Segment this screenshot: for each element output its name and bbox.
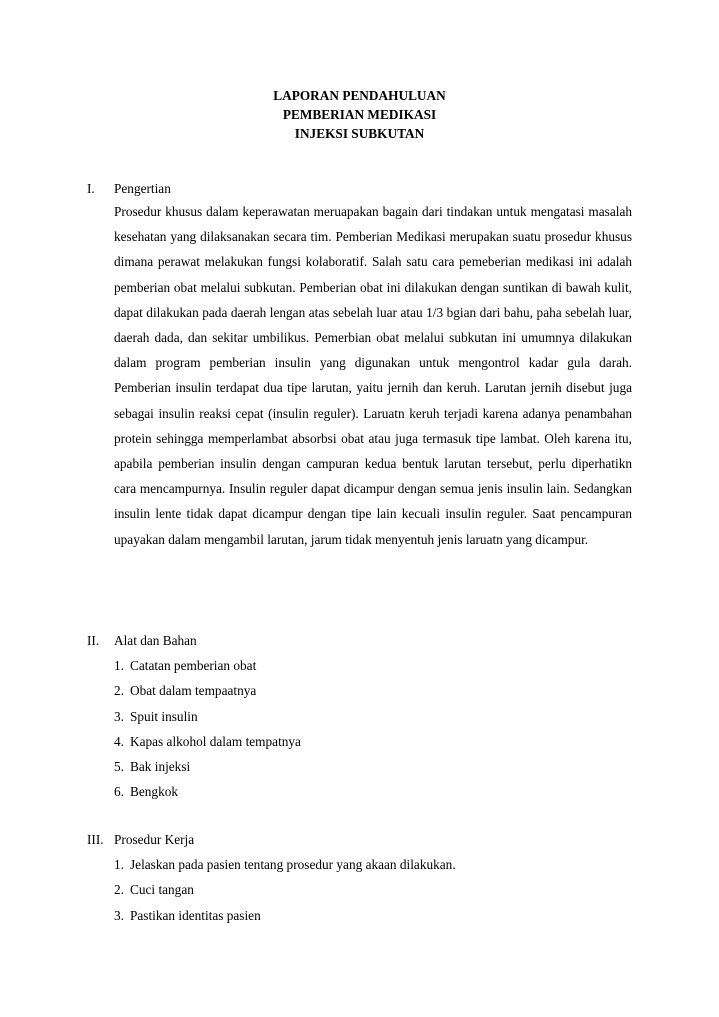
title-line-2: PEMBERIAN MEDIKASI — [282, 107, 437, 122]
section-title: Prosedur Kerja — [114, 832, 195, 847]
list-item-number: 2. — [114, 683, 124, 699]
list-item-number: 6. — [114, 784, 124, 800]
list-item-text: Obat dalam tempaatnya — [130, 683, 257, 699]
list-item — [114, 779, 632, 804]
title-line-1: LAPORAN PENDAHULUAN — [273, 88, 446, 103]
section-number: II. — [87, 633, 100, 648]
section-number: I. — [87, 181, 95, 196]
list-item-number: 2. — [114, 882, 124, 898]
list-item — [114, 704, 632, 729]
section-prosedur-kerja — [87, 830, 632, 928]
section-title: Pengertian — [114, 181, 171, 196]
item-list — [114, 653, 632, 805]
list-item — [114, 903, 632, 928]
list-item-text: Bengkok — [130, 784, 179, 800]
list-item — [114, 754, 632, 779]
item-list — [114, 852, 632, 928]
list-item — [114, 877, 632, 902]
list-item — [114, 653, 632, 678]
list-item — [114, 852, 632, 877]
list-item-text: Cuci tangan — [130, 882, 194, 898]
list-item-number: 5. — [114, 759, 124, 775]
section-heading — [87, 830, 632, 850]
section-heading — [87, 631, 632, 651]
section-paragraph: Prosedur khusus dalam keperawatan meruapakan bagain dari tindakan untuk mengatasi masalah kesehatan yang dilaksanakan secara tim. Pemberian Medikasi merupakan suatu prosedur khusus dimana perawat melakukan fungsi kolaboratif. Salah satu cara pemeberian medikasi ini adalah pemberian obat melalui subkutan. Pemberian obat ini dilakukan dengan suntikan di bawah kulit, dapat dilakukan pada daerah lengan atas sebelah luar atau 1/3 bgian dari bahu, paha sebelah luar, daerah dada, dan sekitar umbilikus. Pemerbian obat melalui subkutan ini umumnya dilakukan dalam program pemberian insulin yang digunakan untuk mengontrol kadar gula darah. Pemberian insulin terdapat dua tipe larutan, yaitu jernih dan keruh. Larutan jernih disebut juga sebagai insulin reaksi cepat (insulin reguler). Laruatn keruh terjadi karena adanya penambahan protein sehingga memperlambat absorbsi obat atau juga termasuk tipe lambat. Oleh karena itu, apabila pemberian insulin dengan campuran kedua bentuk larutan tersebut, perlu diperhatikn cara mencampurnya. Insulin reguler dapat dicampur dengan semua jenis insulin lain. Sedangkan insulin lente tidak dapat dicampur dengan tipe lain kecuali insulin reguler. Saat pencampuran upayakan dalam mengambil larutan, jarum tidak menyentuh jenis laruatn yang dicampur. — [114, 204, 632, 547]
list-item-number: 3. — [114, 708, 124, 724]
list-item-text: Pastikan identitas pasien — [130, 907, 261, 923]
list-item-number: 4. — [114, 733, 124, 749]
title-line-3: INJEKSI SUBKUTAN — [294, 126, 425, 141]
list-item — [114, 729, 632, 754]
section-number: III. — [87, 832, 104, 847]
section-heading — [87, 179, 632, 199]
list-item-text: Jelaskan pada pasien tentang prosedur yang akaan dilakukan. — [130, 857, 456, 872]
list-item — [114, 678, 632, 703]
list-item-number: 1. — [114, 857, 124, 872]
list-item-number: 1. — [114, 658, 124, 673]
section-title: Alat dan Bahan — [114, 633, 197, 648]
list-item-text: Catatan pemberian obat — [130, 658, 257, 673]
list-item-number: 3. — [114, 907, 124, 923]
document-title — [0, 86, 719, 143]
section-pengertian — [87, 179, 632, 552]
section-alat-dan-bahan — [87, 631, 632, 805]
list-item-text: Bak injeksi — [130, 759, 191, 775]
list-item-text: Kapas alkohol dalam tempatnya — [130, 733, 301, 749]
list-item-text: Spuit insulin — [130, 708, 198, 724]
